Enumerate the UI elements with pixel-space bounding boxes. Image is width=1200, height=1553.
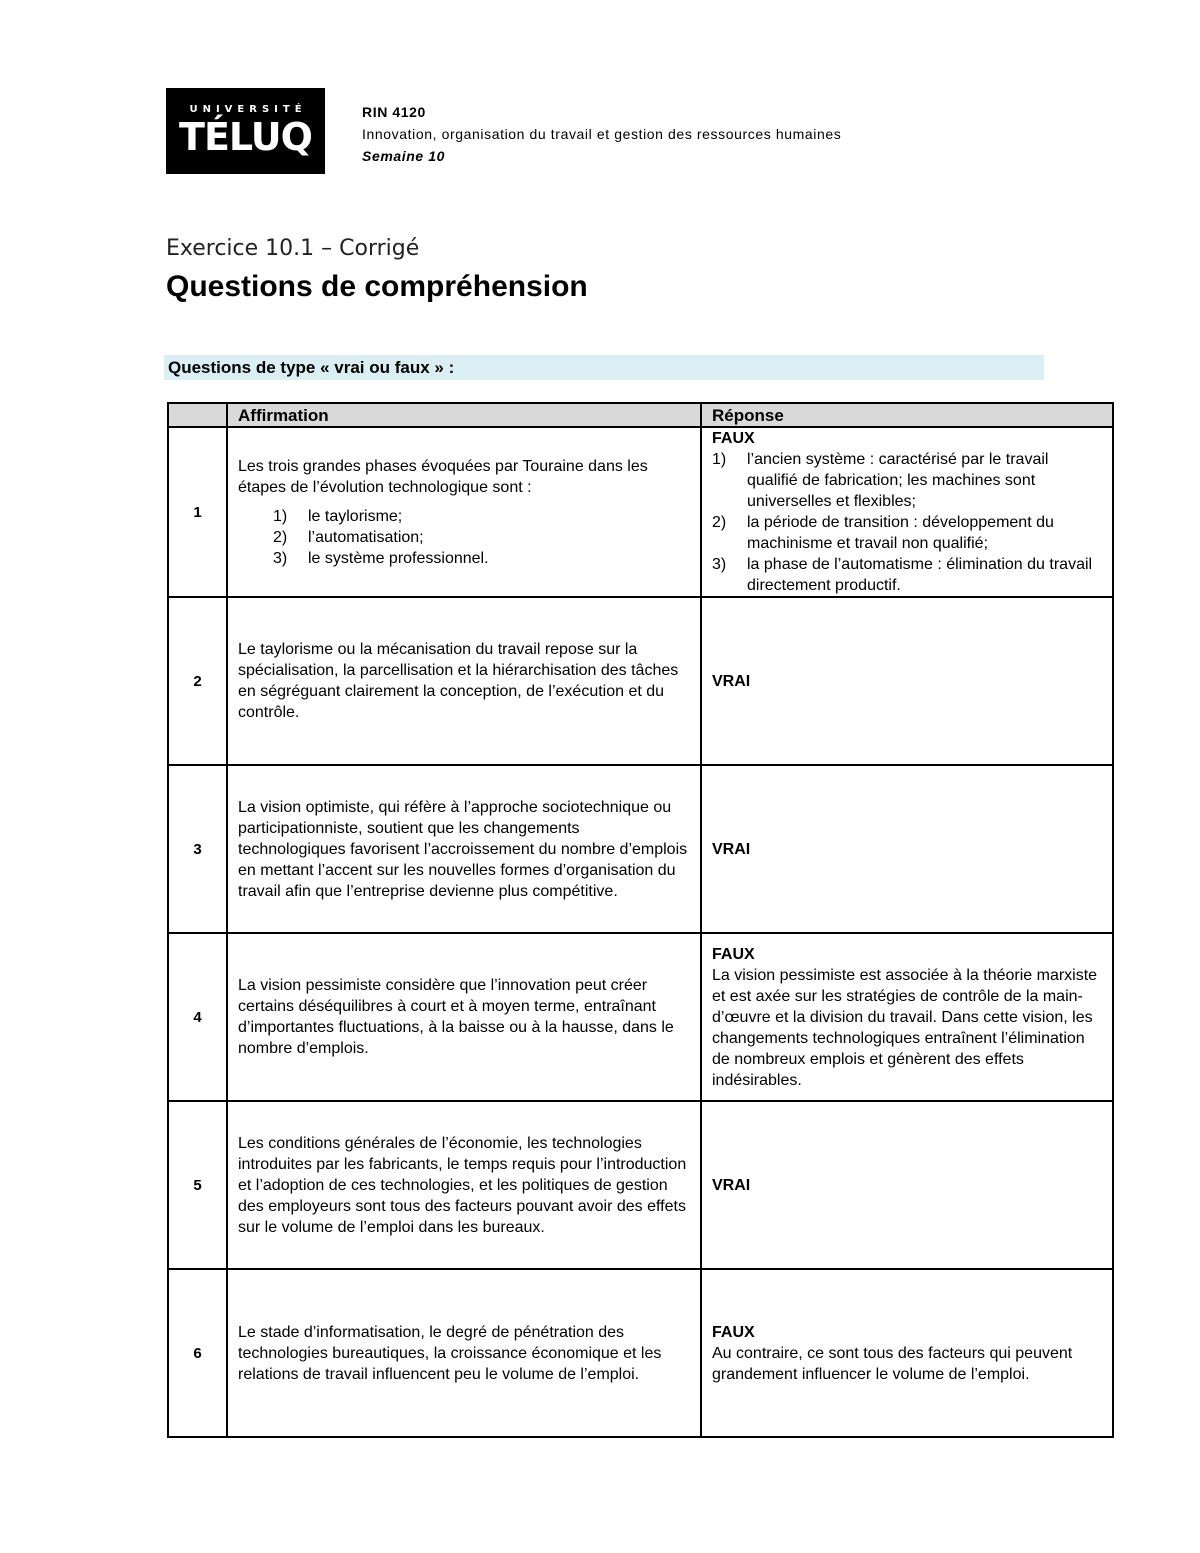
answers-table (167, 402, 1114, 1438)
affirmation-cell (227, 1269, 701, 1437)
affirmation-list (238, 506, 690, 569)
verdict-label: VRAI (712, 672, 751, 690)
affirmation-cell (227, 933, 701, 1101)
course-name: Innovation, organisation du travail et gestion des ressources humaines (362, 126, 842, 142)
list-item-text: l’ancien système : caractérisé par le travail qualifié de fabrication; les machines sont universelles et flexibles; (747, 451, 1049, 510)
response-list (712, 449, 1102, 596)
table-header-row (168, 403, 1113, 427)
list-item (712, 449, 1102, 512)
affirmation-cell (227, 597, 701, 765)
table-row (168, 765, 1113, 933)
list-item (238, 527, 690, 548)
page-title: Questions de compréhension (166, 270, 588, 303)
list-item-number: 3) (712, 556, 727, 573)
response-cell (701, 1101, 1113, 1269)
course-code: RIN 4120 (362, 104, 426, 120)
table-row (168, 1269, 1113, 1437)
logo-main-text: TÉLUQ (179, 115, 312, 159)
section-heading: Questions de type « vrai ou faux » : (164, 355, 1044, 380)
header-response: Réponse (701, 403, 1113, 427)
response-cell (701, 765, 1113, 933)
affirmation-cell (227, 427, 701, 597)
row-number: 2 (168, 597, 227, 765)
list-item-text: le taylorisme; (308, 507, 403, 525)
verdict-label: FAUX (712, 430, 755, 447)
list-item-text: la phase de l’automatisme : élimination du travail directement productif. (747, 556, 1093, 594)
week-label: Semaine 10 (362, 148, 446, 164)
list-item-number: 1) (712, 451, 727, 468)
teluq-logo (166, 88, 325, 174)
verdict-label: FAUX (712, 945, 755, 963)
list-item (238, 506, 690, 527)
table-body (168, 427, 1113, 1437)
response-cell (701, 597, 1113, 765)
affirmation-cell (227, 765, 701, 933)
header-affirmation: Affirmation (227, 403, 701, 427)
row-number: 1 (168, 427, 227, 597)
affirmation-cell (227, 1101, 701, 1269)
response-text: Au contraire, ce sont tous des facteurs qui peuvent grandement influencer le volume de l’emploi. (712, 1344, 1073, 1383)
exercise-title: Exercice 10.1 – Corrigé (166, 236, 420, 261)
response-cell (701, 933, 1113, 1101)
row-number: 6 (168, 1269, 227, 1437)
table-row (168, 933, 1113, 1101)
list-item-text: l’automatisation; (308, 528, 424, 546)
table-row (168, 427, 1113, 597)
table-row (168, 1101, 1113, 1269)
affirmation-text: La vision pessimiste considère que l’innovation peut créer certains déséquilibres à court et à moyen terme, entraînant d’importantes fluctuations, à la baisse ou à la hausse, dans le nombre d’emplois. (238, 977, 674, 1057)
list-item-text: le système professionnel. (308, 549, 489, 567)
list-item (238, 548, 690, 569)
course-info (362, 101, 841, 167)
response-text: La vision pessimiste est associée à la théorie marxiste et est axée sur les stratégies de contrôle de la main-d’œuvre et la division du travail. Dans cette vision, les changements technologiques entraînent l’élimination de nombreux emplois et génèrent des effets indésirables. (712, 966, 1098, 1089)
table-row (168, 597, 1113, 765)
verdict-label: FAUX (712, 1323, 755, 1341)
list-item-number: 3) (273, 549, 288, 567)
row-number: 5 (168, 1101, 227, 1269)
row-number: 3 (168, 765, 227, 933)
response-cell (701, 427, 1113, 597)
list-item (712, 512, 1102, 554)
verdict-label: VRAI (712, 1176, 751, 1194)
affirmation-text: Les conditions générales de l’économie, les technologies introduites par les fabricants, le temps requis pour l’introduction et l’adoption de ces technologies, et les politiques de gestion des employeurs sont tous des facteurs pouvant avoir des effets sur le volume de l’emploi dans les bureaux. (238, 1134, 687, 1236)
header-number (168, 403, 227, 427)
row-number: 4 (168, 933, 227, 1101)
logo-top-text: UNIVERSITÉ (189, 104, 307, 115)
list-item-number: 1) (273, 507, 288, 525)
response-cell (701, 1269, 1113, 1437)
list-item-number: 2) (273, 528, 288, 546)
list-item-text: la période de transition : développement du machinisme et travail non qualifié; (747, 514, 1054, 552)
affirmation-text: La vision optimiste, qui réfère à l’approche sociotechnique ou participationniste, soutient que les changements technologiques favorisent l’accroissement du nombre d’emplois en mettant l’accent sur les nouvelles formes d’organisation du travail afin que l’entreprise devienne plus compétitive. (238, 798, 688, 900)
verdict-label: VRAI (712, 840, 751, 858)
affirmation-text: Les trois grandes phases évoquées par Touraine dans les étapes de l’évolution technologique sont : (238, 457, 648, 496)
list-item-number: 2) (712, 514, 727, 531)
affirmation-text: Le stade d’informatisation, le degré de pénétration des technologies bureautiques, la croissance économique et les relations de travail influencent peu le volume de l’emploi. (238, 1323, 662, 1383)
affirmation-text: Le taylorisme ou la mécanisation du travail repose sur la spécialisation, la parcellisation et la hiérarchisation des tâches en ségréguant clairement la conception, de l’exécution et du contrôle. (238, 641, 679, 721)
list-item (712, 554, 1102, 596)
